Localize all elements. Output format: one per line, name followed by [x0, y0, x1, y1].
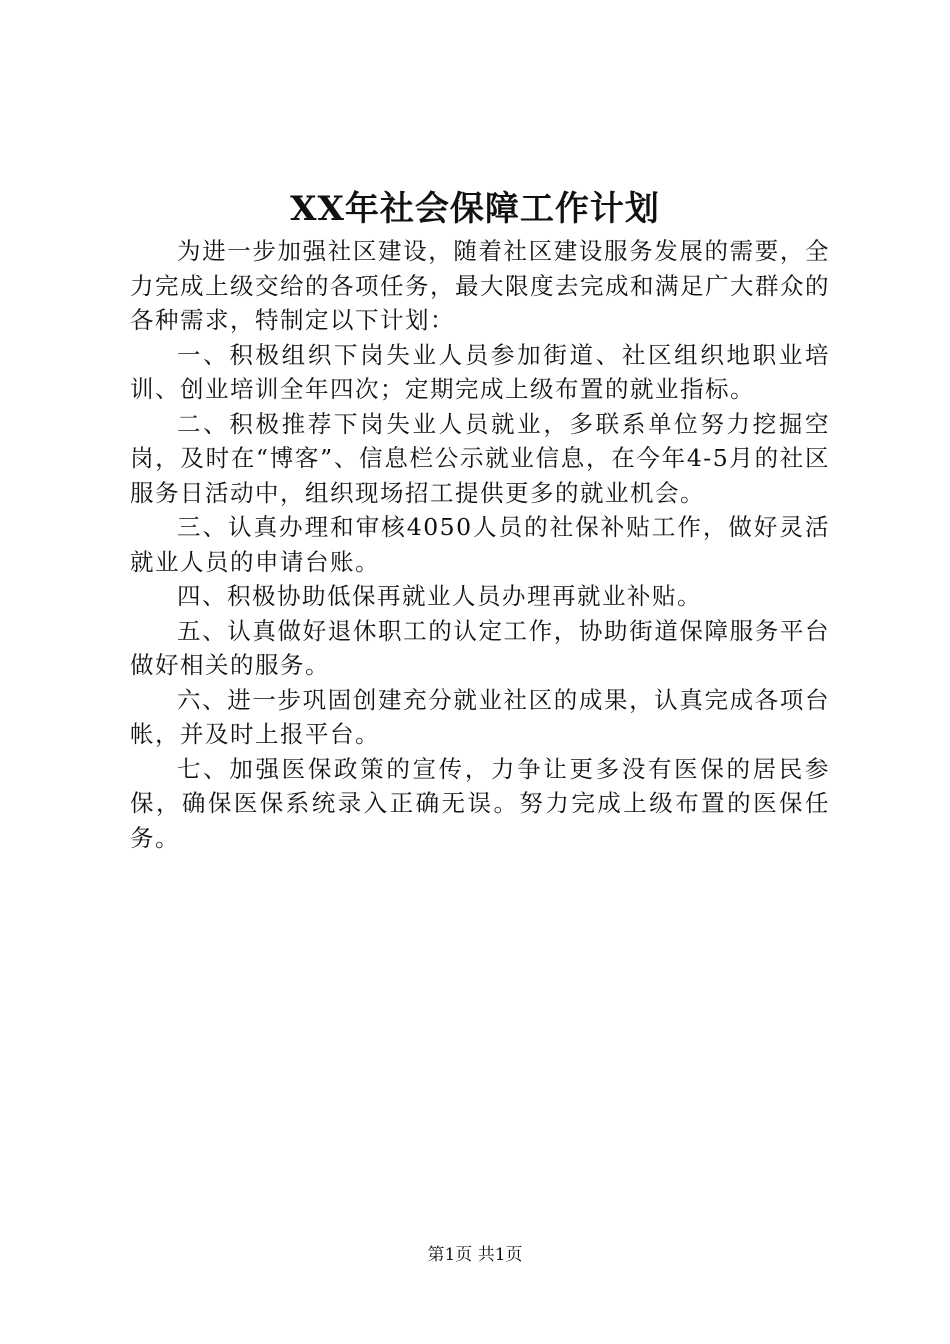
- plan-item-1: 一、积极组织下岗失业人员参加街道、社区组织地职业培训、创业培训全年四次；定期完成上级布置的就业指标。: [130, 340, 830, 403]
- intro-paragraph: 为进一步加强社区建设，随着社区建设服务发展的需要，全力完成上级交给的各项任务，最大限度去完成和满足广大群众的各种需求，特制定以下计划：: [130, 237, 830, 334]
- plan-item-4: 四、积极协助低保再就业人员办理再就业补贴。: [177, 582, 702, 610]
- document-body: [130, 234, 830, 855]
- plan-item-5: 五、认真做好退休职工的认定工作，协助街道保障服务平台做好相关的服务。: [130, 616, 830, 679]
- page-number-footer: 第1页 共1页: [427, 1245, 523, 1265]
- document-title: XX年社会保障工作计划: [290, 189, 660, 229]
- plan-item-7: 七、加强医保政策的宣传，力争让更多没有医保的居民参保，确保医保系统录入正确无误。努力完成上级布置的医保任务。: [130, 754, 830, 852]
- plan-item-2: 二、积极推荐下岗失业人员就业，多联系单位努力挖掘空岗，及时在“博客”、信息栏公示就业信息，在今年4-5月的社区服务日活动中，组织现场招工提供更多的就业机会。: [130, 409, 830, 507]
- plan-item-3: 三、认真办理和审核4050人员的社保补贴工作，做好灵活就业人员的申请台账。: [130, 513, 830, 576]
- plan-item-6: 六、进一步巩固创建充分就业社区的成果，认真完成各项台帐，并及时上报平台。: [130, 685, 830, 748]
